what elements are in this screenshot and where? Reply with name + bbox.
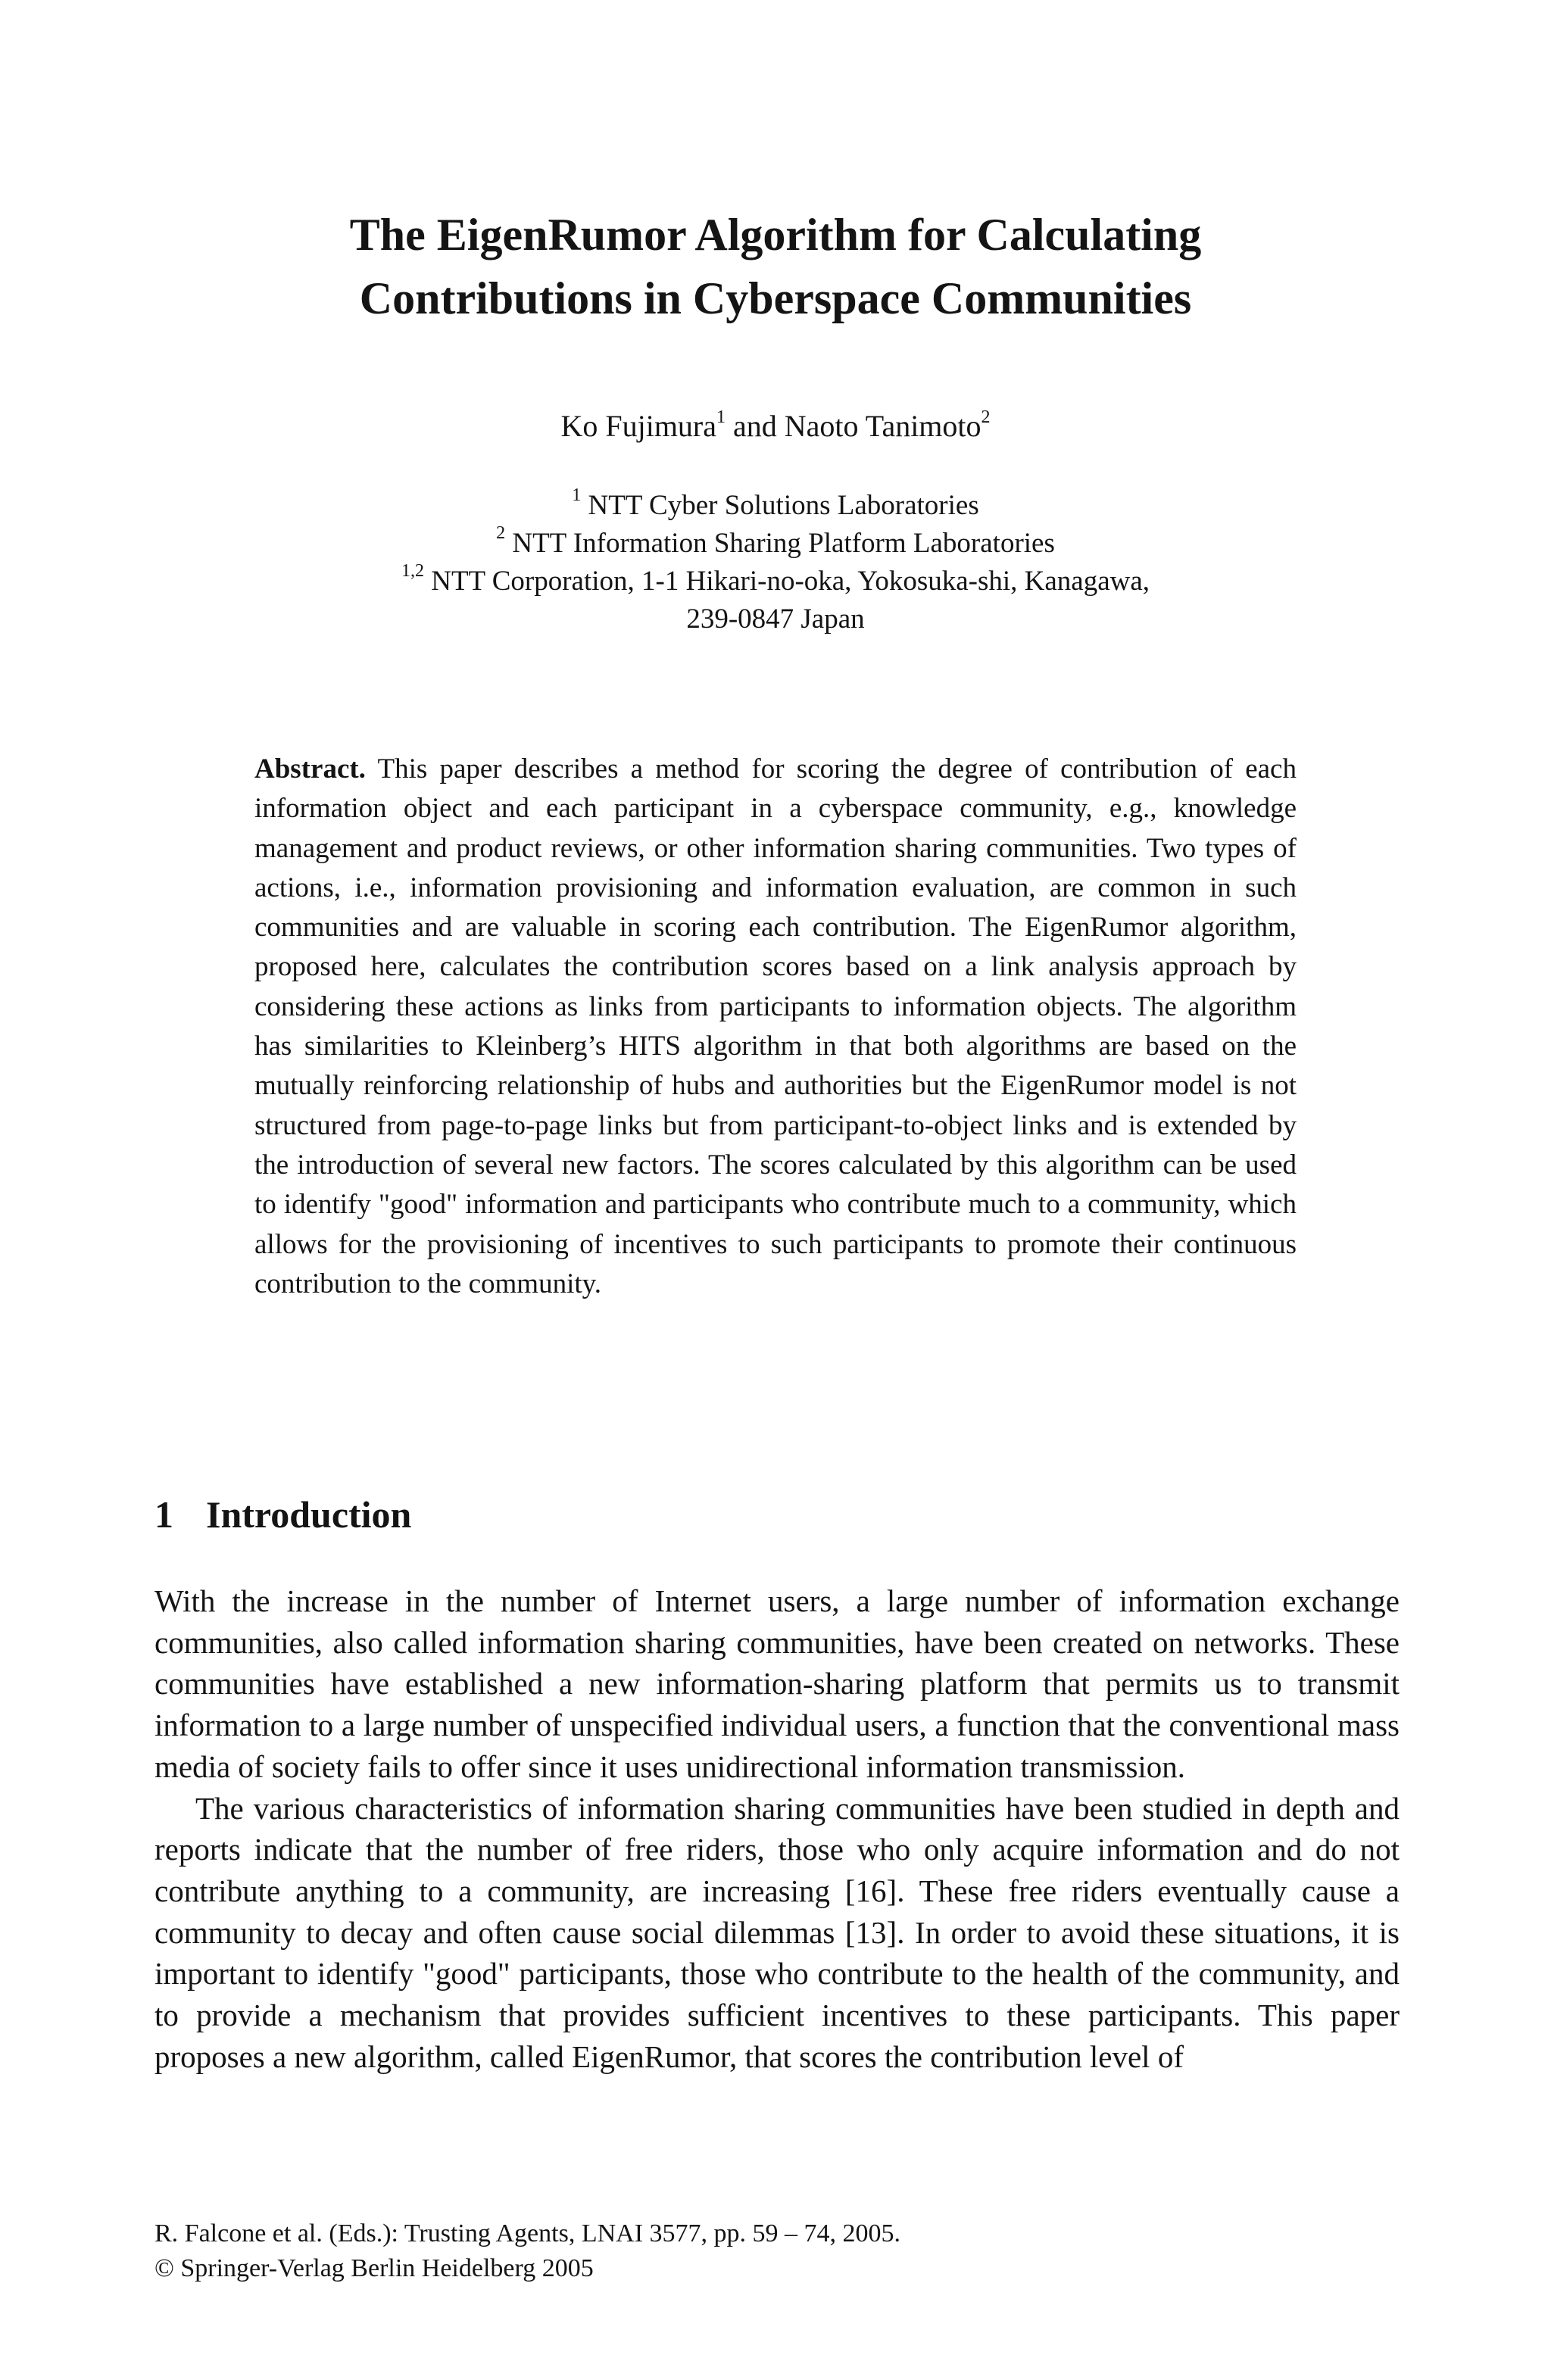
affiliation-mark: 1,2	[401, 561, 424, 581]
author-1-name: Ko Fujimura	[560, 409, 716, 443]
paragraph: With the increase in the number of Internet users, a large number of information exchange communities, also called information sharing communities, have been created on networks. These communities have established a new information-sharing platform that permits us to transmit information to a large number of unspecified individual users, a function that the conventional mass media of society fails to offer since it uses unidirectional information transmission.	[154, 1583, 1400, 1784]
abstract	[254, 750, 1297, 1304]
section-title: Introduction	[206, 1493, 412, 1536]
affiliation-line	[0, 600, 1551, 638]
affiliation-mark: 2	[496, 523, 506, 543]
citation-line: R. Falcone et al. (Eds.): Trusting Agents, LNAI 3577, pp. 59 – 74, 2005.	[154, 2219, 901, 2247]
author-conjunction: and	[733, 409, 777, 443]
affiliation-text: 239-0847 Japan	[686, 604, 865, 635]
abstract-label: Abstract.	[254, 753, 366, 784]
affiliation-line	[0, 525, 1551, 563]
paper-title	[0, 203, 1551, 330]
author-1-affil-mark: 1	[716, 407, 726, 427]
author-2-affil-mark: 2	[981, 407, 991, 427]
affiliation-text: NTT Cyber Solutions Laboratories	[588, 490, 979, 521]
affiliation-line	[0, 563, 1551, 600]
affiliation-line	[0, 487, 1551, 525]
affiliation-mark: 1	[572, 485, 582, 505]
section-number: 1	[154, 1493, 173, 1536]
body-text	[154, 1580, 1400, 2077]
affiliation-text: NTT Corporation, 1-1 Hikari-no-oka, Yokosuka-shi, Kanagawa,	[431, 566, 1150, 597]
title-line-1: The EigenRumor Algorithm for Calculating	[349, 210, 1202, 260]
copyright-line: © Springer-Verlag Berlin Heidelberg 2005	[154, 2254, 594, 2282]
author-2-name: Naoto Tanimoto	[784, 409, 981, 443]
section-heading	[154, 1488, 411, 1541]
author-list	[0, 405, 1551, 448]
affiliations	[0, 487, 1551, 638]
affiliation-text: NTT Information Sharing Platform Laboratories	[512, 528, 1055, 559]
footer-citation	[154, 2216, 900, 2286]
paragraph: The various characteristics of information sharing communities have been studied in depth and reports indicate that the number of free riders, those who only acquire information and do not contribute anything to a community, are increasing [16]. These free riders eventually cause a community to decay and often cause social dilemmas [13]. In order to avoid these situations, it is important to identify "good" participants, those who contribute to the health of the community, and to provide a mechanism that provides sufficient incentives to these participants. This paper proposes a new algorithm, called EigenRumor, that scores the contribution level of	[154, 1790, 1400, 2074]
abstract-text: This paper describes a method for scoring the degree of contribution of each information object and each participant in a cyberspace community, e.g., knowledge management and product reviews, or other information sharing communities. Two types of actions, i.e., information provisioning and information evaluation, are common in such communities and are valuable in scoring each contribution. The EigenRumor algorithm, proposed here, calculates the contribution scores based on a link analysis approach by considering these actions as links from participants to information objects. The algorithm has similarities to Kleinberg’s HITS algorithm in that both algorithms are based on the mutually reinforcing relationship of hubs and authorities but the EigenRumor model is not structured from page-to-page links but from participant-to-object links and is extended by the introduction of several new factors. The scores calculated by this algorithm can be used to identify "good" information and participants who contribute much to a community, which allows for the provisioning of incentives to such participants to promote their continuous contribution to the community.	[254, 753, 1297, 1299]
title-line-2: Contributions in Cyberspace Communities	[359, 273, 1192, 323]
